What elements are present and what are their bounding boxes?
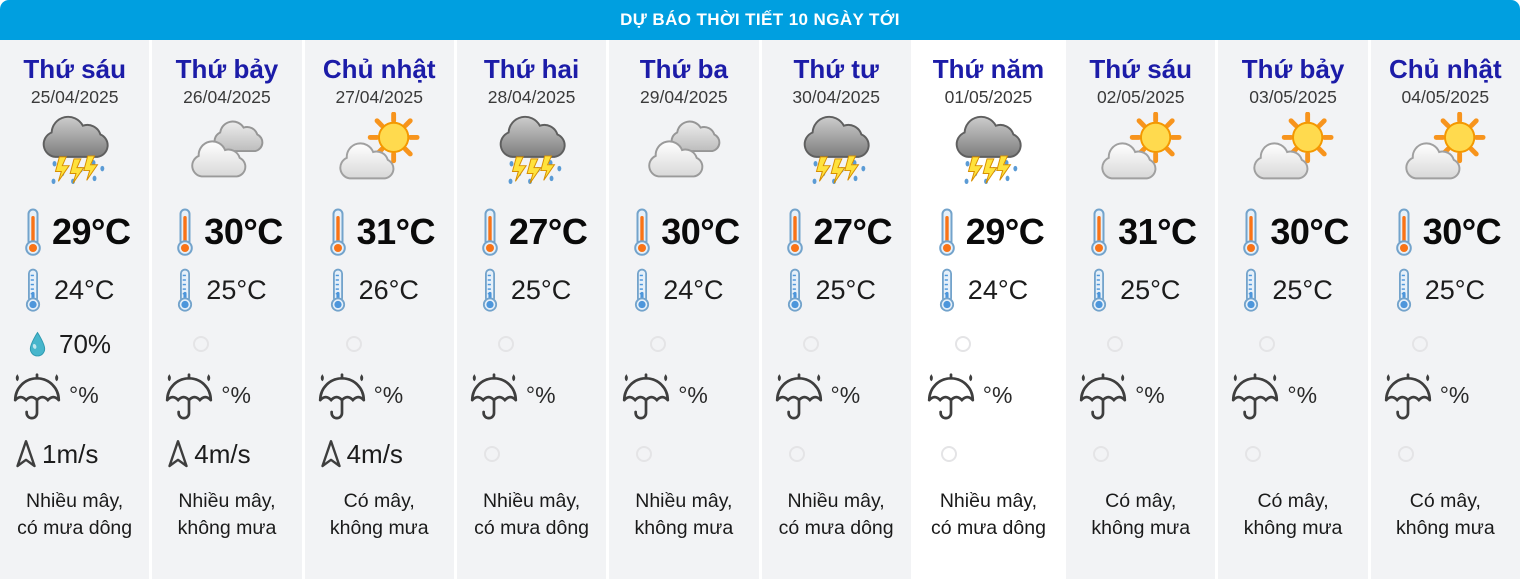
forecast-day-column[interactable]	[152, 40, 301, 579]
description-line-2: không mưa	[1395, 517, 1495, 539]
forecast-day-column[interactable]	[0, 40, 149, 579]
weather-description	[1371, 488, 1520, 542]
blue-thermometer-icon	[1394, 268, 1414, 312]
placeholder-dot-icon	[1398, 446, 1414, 462]
umbrella-rain-icon	[1379, 372, 1437, 426]
weather-description	[762, 488, 911, 542]
wind-direction-arrow-icon	[165, 438, 191, 470]
day-date: 27/04/2025	[335, 87, 424, 107]
high-temp-value: 30°C	[1422, 211, 1502, 252]
low-temp-value: 26°C	[358, 274, 419, 305]
forecast-day-column[interactable]	[762, 40, 911, 579]
red-thermometer-icon	[1088, 208, 1110, 256]
low-temp-value: 24°C	[663, 274, 724, 305]
day-name: Thứ sáu	[1089, 54, 1193, 84]
high-temp-value: 31°C	[1118, 211, 1197, 252]
umbrella-rain-icon	[770, 372, 828, 426]
placeholder-dot-icon	[789, 446, 805, 462]
weather-condition-icon	[1066, 112, 1215, 194]
rain-chance-value: °%	[221, 381, 251, 408]
high-temp-value: 31°C	[356, 211, 436, 252]
day-date: 29/04/2025	[640, 87, 728, 107]
weather-condition-icon	[457, 112, 606, 194]
umbrella-rain-icon	[313, 372, 371, 426]
rain-chance-value: °%	[373, 381, 404, 408]
high-temp-value: 27°C	[508, 211, 588, 252]
rain-chance-value: °%	[69, 381, 99, 408]
weather-condition-icon	[762, 112, 911, 194]
rain-chance-value: °%	[830, 381, 861, 408]
low-temp-row	[152, 264, 301, 316]
day-name: Thứ hai	[483, 54, 580, 84]
wind-row	[762, 430, 911, 478]
high-temp-row	[1371, 206, 1520, 258]
description-line-1: Có mây,	[1409, 490, 1481, 512]
description-line-1: Có mây,	[343, 490, 415, 512]
wind-row	[0, 430, 149, 478]
high-temp-row	[152, 206, 301, 258]
placeholder-dot-icon	[484, 446, 500, 462]
placeholder-dot-icon	[193, 336, 209, 352]
day-date: 26/04/2025	[183, 87, 271, 107]
wind-row	[1218, 430, 1367, 478]
description-line-2: không mưa	[1243, 517, 1343, 539]
placeholder-dot-icon	[650, 336, 666, 352]
description-line-1: Nhiều mây,	[482, 490, 581, 512]
day-name: Thứ năm	[932, 54, 1045, 84]
red-thermometer-icon	[1393, 208, 1415, 256]
low-temp-row	[762, 264, 911, 316]
wind-row	[457, 430, 606, 478]
weather-description	[152, 488, 301, 542]
high-temp-value: 29°C	[965, 211, 1045, 252]
description-line-1: Nhiều mây,	[635, 490, 733, 512]
umbrella-rain-icon	[1226, 372, 1284, 426]
placeholder-dot-icon	[1245, 446, 1261, 462]
wind-speed-value: 4m/s	[194, 438, 251, 469]
rain-chance-row	[762, 370, 911, 428]
weather-condition-icon	[1218, 112, 1367, 194]
high-temp-row	[0, 206, 149, 258]
forecast-day-column[interactable]	[1371, 40, 1520, 579]
placeholder-dot-icon	[346, 336, 362, 352]
description-line-1: Nhiều mây,	[787, 490, 885, 512]
umbrella-rain-icon	[1074, 372, 1132, 426]
widget-header	[0, 0, 1520, 40]
red-thermometer-icon	[784, 208, 806, 256]
blue-thermometer-icon	[785, 268, 805, 312]
umbrella-rain-icon	[8, 372, 66, 426]
placeholder-dot-icon	[498, 336, 514, 352]
day-name: Thứ bảy	[1241, 54, 1345, 84]
low-temp-value: 25°C	[510, 274, 572, 305]
low-temp-value: 24°C	[54, 274, 115, 305]
forecast-day-column[interactable]	[305, 40, 454, 579]
forecast-day-column[interactable]	[1066, 40, 1215, 579]
day-name: Thứ bảy	[175, 54, 279, 84]
weather-condition-icon	[152, 112, 301, 194]
day-date: 25/04/2025	[30, 87, 119, 107]
forecast-day-column[interactable]	[1218, 40, 1367, 579]
umbrella-rain-icon	[465, 372, 523, 426]
low-temp-row	[1218, 264, 1367, 316]
weather-description	[1218, 488, 1367, 542]
forecast-day-column[interactable]	[609, 40, 758, 579]
weather-description	[457, 488, 606, 542]
placeholder-dot-icon	[1107, 336, 1123, 352]
humidity-row	[1066, 322, 1215, 366]
wind-row	[1066, 430, 1215, 478]
low-temp-value: 25°C	[206, 274, 267, 305]
red-thermometer-icon	[936, 208, 958, 256]
placeholder-dot-icon	[636, 446, 652, 462]
blue-thermometer-icon	[328, 268, 348, 312]
placeholder-dot-icon	[803, 336, 819, 352]
rain-chance-row	[1371, 370, 1520, 428]
rain-chance-value: °%	[982, 381, 1013, 408]
low-temp-row	[1371, 264, 1520, 316]
wind-row	[914, 430, 1063, 478]
high-temp-value: 27°C	[813, 211, 892, 252]
rain-chance-row	[609, 370, 758, 428]
placeholder-dot-icon	[1412, 336, 1428, 352]
description-line-2: không mưa	[1091, 517, 1191, 539]
blue-thermometer-icon	[1241, 268, 1261, 312]
rain-chance-row	[0, 370, 149, 428]
low-temp-row	[305, 264, 454, 316]
description-line-1: Nhiều mây,	[939, 490, 1038, 512]
humidity-row	[0, 322, 149, 366]
placeholder-dot-icon	[1093, 446, 1109, 462]
red-thermometer-icon	[22, 208, 44, 256]
weather-description	[0, 488, 149, 542]
day-name: Thứ ba	[639, 54, 728, 84]
red-thermometer-icon	[327, 208, 349, 256]
rain-chance-value: °%	[1135, 381, 1165, 408]
wind-row	[152, 430, 301, 478]
forecast-columns	[0, 40, 1520, 579]
day-name: Thứ tư	[793, 54, 879, 84]
description-line-1: Có mây,	[1105, 490, 1177, 512]
humidity-row	[457, 322, 606, 366]
low-temp-row	[457, 264, 606, 316]
forecast-day-column[interactable]	[457, 40, 606, 579]
umbrella-rain-icon	[922, 372, 980, 426]
low-temp-value: 24°C	[967, 274, 1029, 305]
low-temp-value: 25°C	[1424, 274, 1486, 305]
humidity-row	[305, 322, 454, 366]
high-temp-row	[1066, 206, 1215, 258]
low-temp-row	[609, 264, 758, 316]
wind-row	[1371, 430, 1520, 478]
red-thermometer-icon	[631, 208, 653, 256]
weather-description	[305, 488, 454, 542]
low-temp-value: 25°C	[815, 274, 876, 305]
weather-condition-icon	[1371, 112, 1520, 194]
water-drop-icon	[27, 331, 48, 358]
wind-speed-value: 4m/s	[346, 438, 403, 469]
rain-chance-row	[1218, 370, 1367, 428]
wind-direction-arrow-icon	[13, 438, 39, 470]
description-line-1: Nhiều mây,	[26, 490, 124, 512]
low-temp-row	[0, 264, 149, 316]
low-temp-row	[1066, 264, 1215, 316]
description-line-2: có mưa dông	[778, 517, 894, 539]
wind-direction-arrow-icon	[318, 438, 344, 470]
high-temp-row	[305, 206, 454, 258]
rain-chance-row	[305, 370, 454, 428]
placeholder-dot-icon	[941, 446, 957, 462]
humidity-row	[609, 322, 758, 366]
weather-condition-icon	[914, 112, 1063, 194]
forecast-day-column[interactable]	[914, 40, 1063, 579]
high-temp-value: 30°C	[661, 211, 740, 252]
wind-speed-value: 1m/s	[42, 438, 99, 469]
blue-thermometer-icon	[175, 268, 195, 312]
description-line-2: không mưa	[634, 517, 734, 539]
high-temp-value: 30°C	[204, 211, 283, 252]
rain-chance-value: °%	[678, 381, 708, 408]
day-date: 30/04/2025	[792, 87, 880, 107]
high-temp-row	[457, 206, 606, 258]
rain-chance-row	[457, 370, 606, 428]
placeholder-dot-icon	[955, 336, 971, 352]
humidity-row	[152, 322, 301, 366]
day-date: 28/04/2025	[487, 87, 576, 107]
high-temp-row	[914, 206, 1063, 258]
high-temp-row	[609, 206, 758, 258]
rain-chance-row	[152, 370, 301, 428]
humidity-value: 70%	[59, 328, 112, 359]
rain-chance-value: °%	[1287, 381, 1318, 408]
red-thermometer-icon	[479, 208, 501, 256]
description-line-2: có mưa dông	[474, 517, 590, 539]
placeholder-dot-icon	[1259, 336, 1275, 352]
day-date: 04/05/2025	[1401, 87, 1490, 107]
blue-thermometer-icon	[480, 268, 500, 312]
blue-thermometer-icon	[632, 268, 652, 312]
day-date: 01/05/2025	[944, 87, 1033, 107]
umbrella-rain-icon	[617, 372, 675, 426]
rain-chance-value: °%	[525, 381, 556, 408]
description-line-1: Có mây,	[1257, 490, 1329, 512]
umbrella-rain-icon	[160, 372, 218, 426]
humidity-row	[1371, 322, 1520, 366]
description-line-1: Nhiều mây,	[178, 490, 276, 512]
red-thermometer-icon	[174, 208, 196, 256]
weather-description	[914, 488, 1063, 542]
weather-description	[1066, 488, 1215, 542]
weather-description	[609, 488, 758, 542]
description-line-2: không mưa	[177, 517, 277, 539]
description-line-2: có mưa dông	[930, 517, 1046, 539]
humidity-row	[762, 322, 911, 366]
description-line-2: không mưa	[329, 517, 429, 539]
rain-chance-value: °%	[1439, 381, 1470, 408]
weather-condition-icon	[305, 112, 454, 194]
low-temp-value: 25°C	[1120, 274, 1181, 305]
high-temp-value: 30°C	[1270, 211, 1349, 252]
low-temp-value: 25°C	[1272, 274, 1333, 305]
day-date: 03/05/2025	[1249, 87, 1337, 107]
rain-chance-row	[914, 370, 1063, 428]
day-date: 02/05/2025	[1096, 87, 1185, 107]
day-name: Chủ nhật	[1389, 54, 1502, 84]
humidity-row	[914, 322, 1063, 366]
widget-title: DỰ BÁO THỜI TIẾT 10 NGÀY TỚI	[620, 10, 900, 29]
humidity-row	[1218, 322, 1367, 366]
weather-condition-icon	[609, 112, 758, 194]
high-temp-value: 29°C	[52, 211, 131, 252]
red-thermometer-icon	[1240, 208, 1262, 256]
day-name: Chủ nhật	[322, 54, 436, 84]
low-temp-row	[914, 264, 1063, 316]
weather-condition-icon	[0, 112, 149, 194]
high-temp-row	[762, 206, 911, 258]
blue-thermometer-icon	[937, 268, 957, 312]
rain-chance-row	[1066, 370, 1215, 428]
description-line-2: có mưa dông	[17, 517, 133, 539]
blue-thermometer-icon	[1089, 268, 1109, 312]
wind-row	[305, 430, 454, 478]
high-temp-row	[1218, 206, 1367, 258]
wind-row	[609, 430, 758, 478]
day-name: Thứ sáu	[23, 54, 126, 84]
blue-thermometer-icon	[23, 268, 43, 312]
